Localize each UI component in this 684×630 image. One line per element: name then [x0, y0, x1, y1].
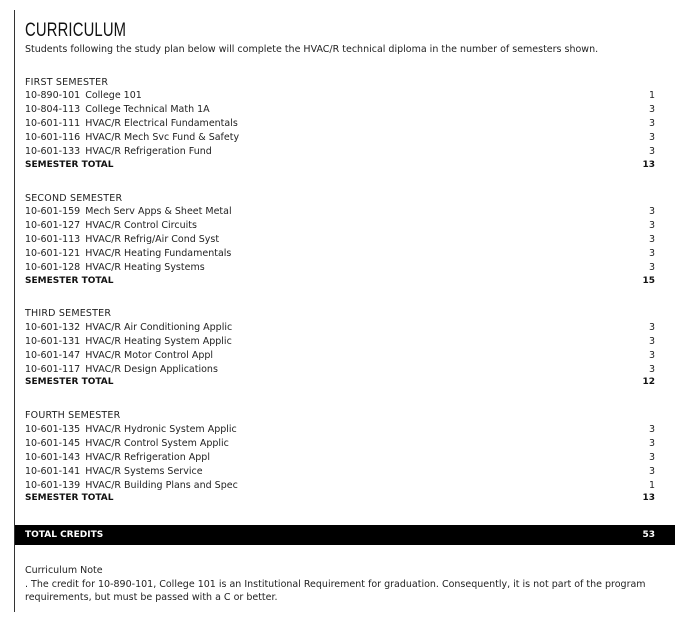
- semester-heading: FOURTH SEMESTER: [25, 410, 121, 421]
- course-code: 10-601-133: [25, 146, 81, 157]
- page-subtitle: Students following the study plan below will complete the HVAC/R technical diploma in the number of semesters shown.: [25, 44, 599, 55]
- course-row: [25, 466, 655, 480]
- course-name: HVAC/R Building Plans and Spec: [85, 480, 238, 491]
- course-code: 10-890-101: [25, 90, 81, 101]
- course-name: HVAC/R Air Conditioning Applic: [85, 322, 233, 333]
- course-credits: 3: [648, 206, 655, 217]
- course-credits: 1: [648, 90, 655, 101]
- semester-total-value: 15: [642, 276, 655, 286]
- semester-total-value: 13: [642, 493, 655, 503]
- course-name: College 101: [85, 90, 142, 101]
- semester-total-row: [25, 493, 655, 507]
- course-credits: 3: [648, 350, 655, 361]
- course-credits: 3: [648, 322, 655, 333]
- total-credits-value: 53: [642, 530, 655, 540]
- course-credits: 1: [648, 480, 655, 491]
- course-row: [25, 336, 655, 350]
- course-name: HVAC/R Systems Service: [85, 466, 203, 477]
- course-name: College Technical Math 1A: [85, 104, 210, 115]
- course-row: [25, 146, 655, 160]
- course-name: HVAC/R Refrigeration Fund: [85, 146, 212, 157]
- course-name: HVAC/R Heating System Applic: [85, 336, 232, 347]
- curriculum-note-heading: Curriculum Note: [25, 565, 103, 576]
- course-row: [25, 424, 655, 438]
- course-credits: 3: [648, 146, 655, 157]
- course-name: HVAC/R Mech Svc Fund & Safety: [85, 132, 240, 143]
- course-code: 10-601-159: [25, 206, 81, 217]
- course-code: 10-601-111: [25, 118, 81, 129]
- semester-total-value: 13: [642, 160, 655, 170]
- course-name: HVAC/R Control System Applic: [85, 438, 229, 449]
- course-credits: 3: [648, 364, 655, 375]
- course-name: HVAC/R Heating Fundamentals: [85, 248, 232, 259]
- course-code: 10-601-131: [25, 336, 81, 347]
- semester-heading: FIRST SEMESTER: [25, 77, 109, 88]
- page-title: CURRICULUM: [25, 20, 127, 41]
- course-credits: 3: [648, 234, 655, 245]
- course-credits: 3: [648, 248, 655, 259]
- course-row: [25, 438, 655, 452]
- course-credits: 3: [648, 452, 655, 463]
- course-credits: 3: [648, 466, 655, 477]
- course-code: 10-601-135: [25, 424, 81, 435]
- course-name: HVAC/R Hydronic System Applic: [85, 424, 237, 435]
- course-name: HVAC/R Control Circuits: [85, 220, 197, 231]
- semester-total-label: SEMESTER TOTAL: [25, 160, 114, 170]
- course-code: 10-601-113: [25, 234, 81, 245]
- total-credits-label: TOTAL CREDITS: [25, 530, 104, 540]
- semester-total-row: [25, 160, 655, 174]
- course-name: HVAC/R Refrigeration Appl: [85, 452, 210, 463]
- semester-total-label: SEMESTER TOTAL: [25, 276, 114, 286]
- semester-total-label: SEMESTER TOTAL: [25, 493, 114, 503]
- course-code: 10-601-128: [25, 262, 81, 273]
- course-name: HVAC/R Electrical Fundamentals: [85, 118, 238, 129]
- curriculum-note-body: . The credit for 10-890-101, College 101 is an Institutional Requirement for graduation. Consequently, it is not part of the program requirements, but must be passed with a C or better.: [25, 579, 646, 603]
- semester-total-value: 12: [642, 377, 655, 387]
- course-name: HVAC/R Motor Control Appl: [85, 350, 214, 361]
- semester-heading: THIRD SEMESTER: [25, 308, 112, 319]
- total-credits-bar: [15, 525, 675, 545]
- course-row: [25, 480, 655, 494]
- course-row: [25, 364, 655, 378]
- course-code: 10-601-117: [25, 364, 81, 375]
- course-row: [25, 206, 655, 220]
- course-row: [25, 104, 655, 118]
- curriculum-panel: [14, 10, 675, 612]
- course-code: 10-601-121: [25, 248, 81, 259]
- course-code: 10-601-132: [25, 322, 81, 333]
- course-credits: 3: [648, 104, 655, 115]
- course-credits: 3: [648, 220, 655, 231]
- course-row: [25, 234, 655, 248]
- course-credits: 3: [648, 132, 655, 143]
- course-name: HVAC/R Refrig/Air Cond Syst: [85, 234, 220, 245]
- course-code: 10-601-143: [25, 452, 81, 463]
- course-row: [25, 118, 655, 132]
- semester-total-label: SEMESTER TOTAL: [25, 377, 114, 387]
- course-row: [25, 220, 655, 234]
- course-row: [25, 262, 655, 276]
- course-row: [25, 248, 655, 262]
- course-code: 10-601-116: [25, 132, 81, 143]
- course-code: 10-601-127: [25, 220, 81, 231]
- course-code: 10-601-147: [25, 350, 81, 361]
- course-credits: 3: [648, 118, 655, 129]
- course-code: 10-804-113: [25, 104, 81, 115]
- course-name: HVAC/R Design Applications: [85, 364, 218, 375]
- semester-heading: SECOND SEMESTER: [25, 193, 123, 204]
- course-name: HVAC/R Heating Systems: [85, 262, 205, 273]
- course-row: [25, 132, 655, 146]
- course-credits: 3: [648, 438, 655, 449]
- course-credits: 3: [648, 262, 655, 273]
- course-row: [25, 452, 655, 466]
- course-code: 10-601-141: [25, 466, 81, 477]
- course-code: 10-601-139: [25, 480, 81, 491]
- course-credits: 3: [648, 336, 655, 347]
- course-row: [25, 90, 655, 104]
- course-name: Mech Serv Apps & Sheet Metal: [85, 206, 232, 217]
- course-credits: 3: [648, 424, 655, 435]
- course-row: [25, 350, 655, 364]
- course-row: [25, 322, 655, 336]
- semester-total-row: [25, 377, 655, 391]
- course-code: 10-601-145: [25, 438, 81, 449]
- semester-total-row: [25, 276, 655, 290]
